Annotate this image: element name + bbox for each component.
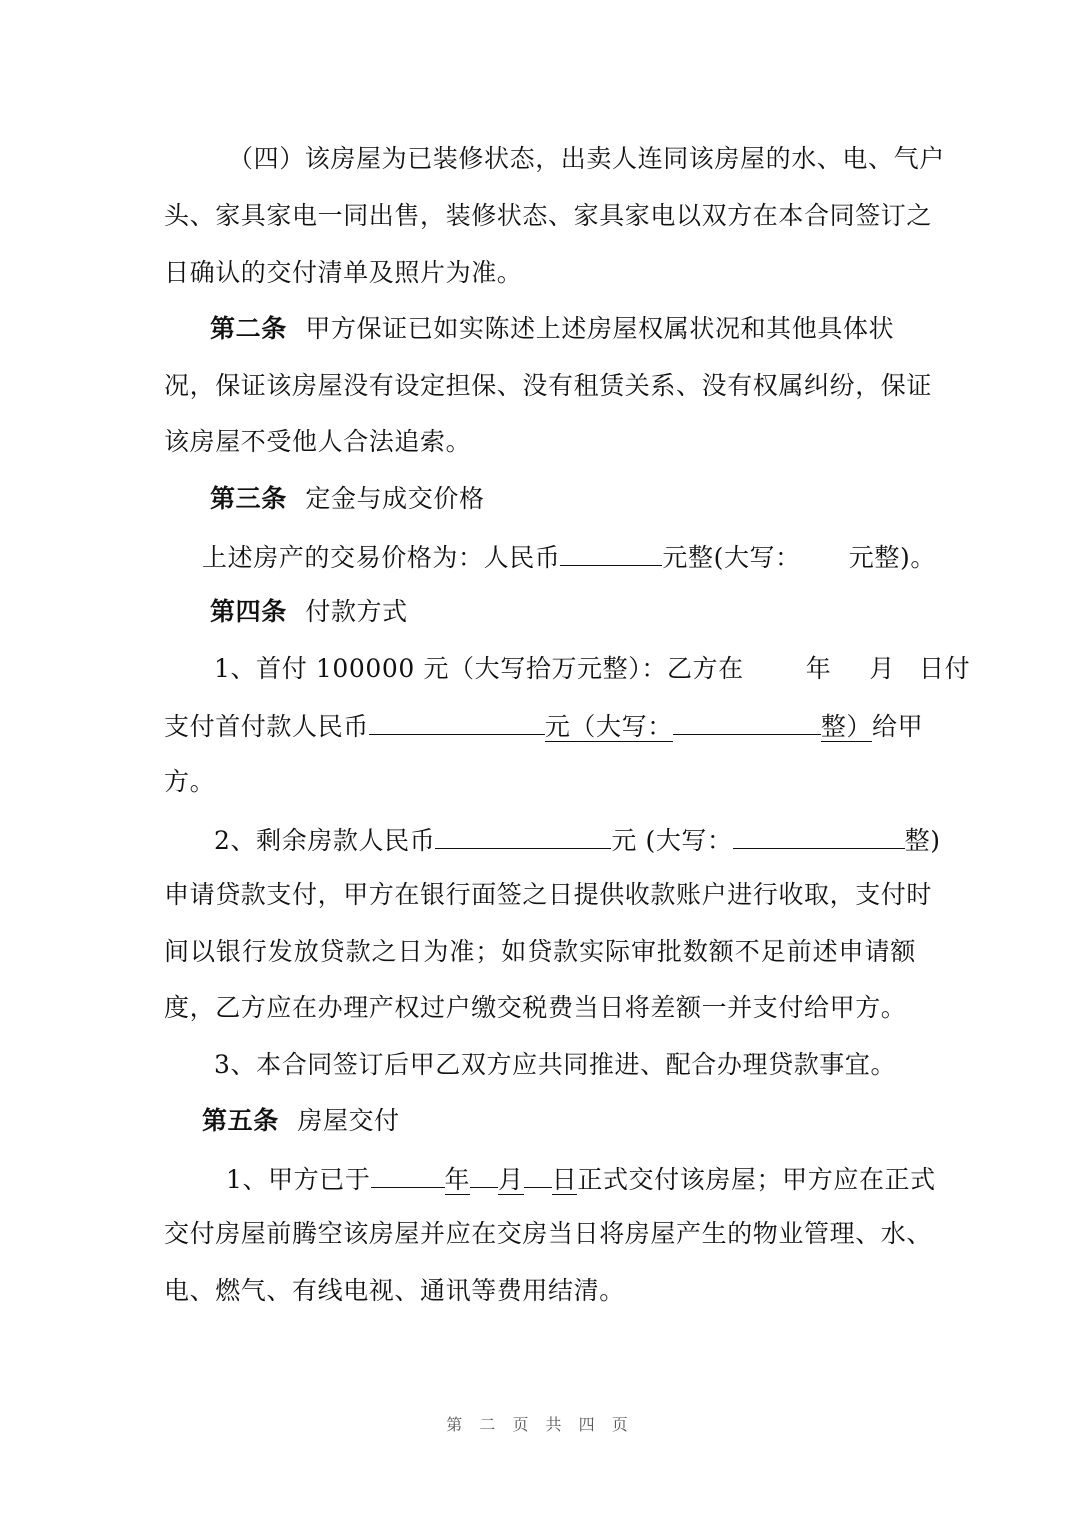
article4-item1-line2	[164, 708, 924, 742]
article5-day: 日	[551, 1165, 578, 1194]
article4-title: 付款方式	[305, 597, 408, 626]
article4-item2-line4	[164, 991, 916, 1025]
article4-item3-text: 本合同签订后甲乙双方应共同推进、配合办理贷款事宜。	[256, 1050, 897, 1079]
delivery-day-blank[interactable]	[524, 1161, 552, 1188]
balance-uppercase-blank[interactable]	[733, 822, 905, 849]
article4-item2-line3	[164, 935, 916, 969]
article5-heading: 第五条	[202, 1106, 279, 1135]
article4-day-pay: 日付	[918, 654, 971, 683]
article3-price-prefix: 上述房产的交易价格为：人民币	[202, 543, 561, 572]
article5-item1-suffix: 正式交付该房屋；甲方应在正式	[577, 1165, 936, 1194]
article5-item1-num: 1、	[226, 1165, 269, 1194]
article4-item2-line1	[214, 822, 941, 856]
article2-line2	[164, 369, 933, 403]
article4-item2-num: 2、	[214, 826, 257, 855]
article3-price-mid: 元整(大写：	[662, 543, 801, 572]
article4-item2-prefix: 剩余房款人民币	[256, 826, 436, 855]
article3-heading: 第三条	[210, 484, 287, 513]
article4-item2-line2-text: 申请贷款支付，甲方在银行面签之日提供收款账户进行收取，支付时	[164, 880, 933, 909]
delivery-year-blank[interactable]	[371, 1161, 445, 1188]
delivery-month-blank[interactable]	[470, 1161, 498, 1188]
article4-item1-line3	[164, 765, 916, 799]
article4-item2-mid: 元 (大写：	[611, 826, 733, 855]
downpayment-amount-blank[interactable]	[369, 708, 545, 735]
article5-item1-line3-text: 电、燃气、有线电视、通讯等费用结清。	[164, 1276, 625, 1305]
item4-line3	[164, 256, 916, 290]
article5-item1-line2	[164, 1217, 933, 1251]
article5-title: 房屋交付	[297, 1106, 400, 1135]
article5-item1-line3	[164, 1274, 916, 1308]
article5-item1-line2-text: 交付房屋前腾空该房屋并应在交房当日将房屋产生的物业管理、水、	[164, 1219, 933, 1248]
article4-item1-line2-prefix: 支付首付款人民币	[164, 712, 369, 741]
item4-line1	[228, 142, 945, 176]
price-amount-blank[interactable]	[560, 539, 662, 566]
downpayment-uppercase-blank[interactable]	[673, 708, 821, 735]
article2-line1	[210, 312, 916, 346]
item4-line3-text: 日确认的交付清单及照片为准。	[164, 258, 523, 287]
item4-line2-text: 头、家具家电一同出售，装修状态、家具家电以双方在本合同签订之	[164, 201, 933, 230]
page-footer	[0, 1412, 1080, 1435]
article3-price-line	[202, 539, 936, 573]
article5-item1-line1	[226, 1161, 936, 1195]
article5-item1-prefix: 甲方已于	[268, 1165, 371, 1194]
article4-item1-line1	[214, 652, 971, 686]
article2-line2-text: 况，保证该房屋没有设定担保、没有租赁关系、没有权属纠纷，保证	[164, 371, 933, 400]
article5-heading-line	[202, 1104, 916, 1138]
article2-line3-text: 该房屋不受他人合法追索。	[164, 427, 472, 456]
article4-item2-line3-text: 间以银行发放贷款之日为准；如贷款实际审批数额不足前述申请额	[164, 937, 916, 966]
article3-price-suffix: 元整)。	[848, 543, 936, 572]
article4-item2-line2	[164, 878, 933, 912]
article4-item3-line	[214, 1048, 916, 1082]
article4-item1-text: 首付 100000 元（大写拾万元整）：乙方在	[256, 654, 744, 683]
article4-item1-line2-end: 整）	[820, 712, 873, 741]
article4-item2-end: 整)	[904, 826, 941, 855]
balance-amount-blank[interactable]	[435, 822, 611, 849]
article4-year: 年	[805, 654, 832, 683]
item4-line2	[164, 199, 933, 233]
article4-month: 月	[869, 654, 895, 683]
article2-heading: 第二条	[210, 314, 287, 343]
article4-heading: 第四条	[210, 597, 287, 626]
article4-item1-line2-mid: 元（大写：	[544, 712, 673, 741]
article4-item3-num: 3、	[214, 1050, 257, 1079]
article4-item1-line2-tail: 给甲	[872, 712, 924, 741]
article3-title: 定金与成交价格	[305, 484, 485, 513]
article3-heading-line	[210, 482, 916, 516]
article5-month: 月	[498, 1165, 524, 1194]
page-number-text: 第 二 页 共 四 页	[446, 1415, 634, 1434]
article5-year: 年	[444, 1165, 471, 1194]
article4-item1-num: 1、	[214, 654, 257, 683]
item4-line1-text: （四）该房屋为已装修状态，出卖人连同该房屋的水、电、气户	[228, 144, 945, 173]
article2-line1-text: 甲方保证已如实陈述上述房屋权属状况和其他具体状	[305, 314, 895, 343]
article2-line3	[164, 425, 916, 459]
article4-item1-line3-text: 方。	[164, 767, 216, 796]
article4-heading-line	[210, 595, 916, 629]
article4-item2-line4-text: 度，乙方应在办理产权过户缴交税费当日将差额一并支付给甲方。	[164, 993, 907, 1022]
